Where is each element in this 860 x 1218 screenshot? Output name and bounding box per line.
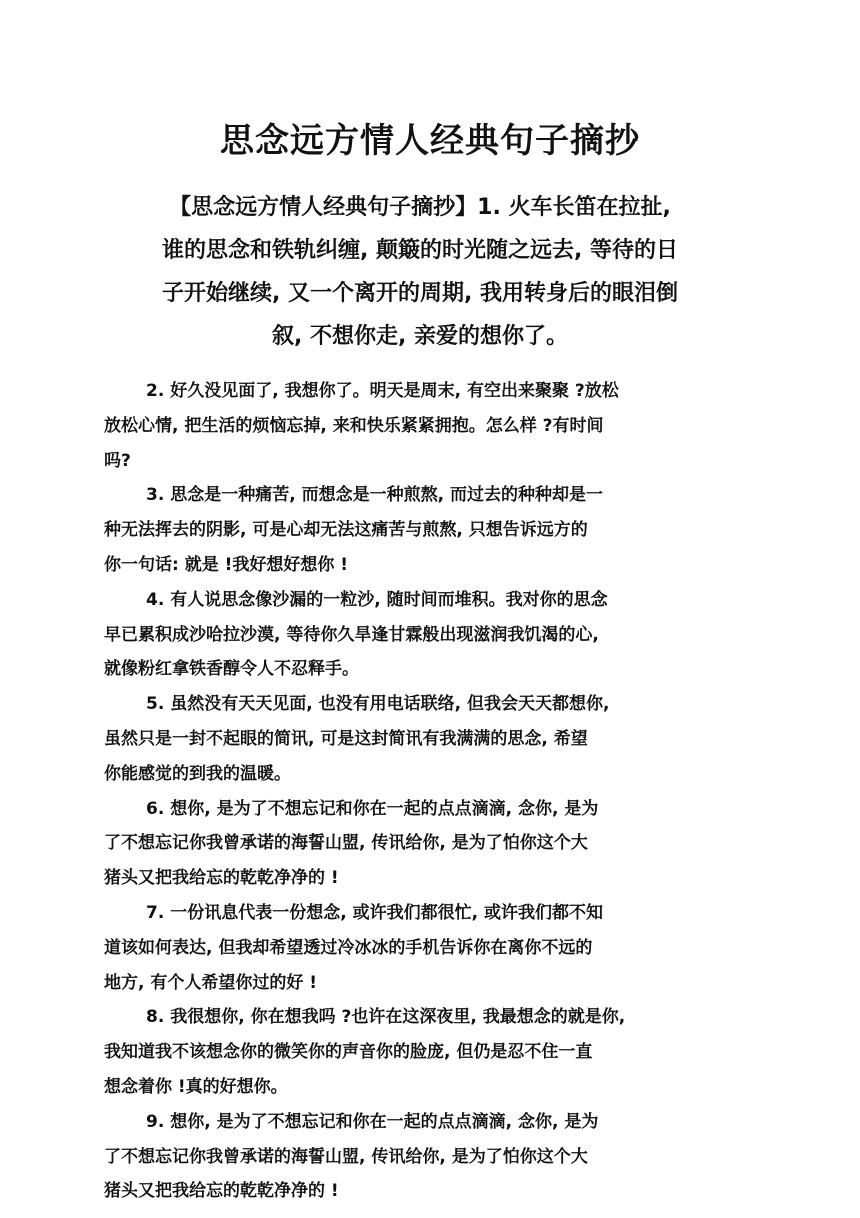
intro-paragraph bbox=[100, 186, 740, 358]
document-title: 思念远方情人经典句子摘抄 bbox=[220, 121, 640, 161]
quote-paragraph-6 bbox=[104, 792, 714, 896]
paragraph-line: 7. 一份讯息代表一份想念, 或许我们都很忙, 或许我们都不知 bbox=[146, 902, 603, 923]
paragraph-line: 你一句话: 就是 !我好想好想你 ! bbox=[104, 554, 349, 575]
paragraph-line: 5. 虽然没有天天见面, 也没有用电话联络, 但我会天天都想你, bbox=[146, 694, 610, 715]
intro-line: 谁的思念和铁轨纠缠, 颠簸的时光随之远去, 等待的日 bbox=[161, 238, 679, 263]
paragraph-line: 3. 思念是一种痛苦, 而想念是一种煎熬, 而过去的种种却是一 bbox=[146, 485, 603, 506]
paragraph-line: 猪头又把我给忘的乾乾净净的 ! bbox=[104, 868, 339, 889]
paragraph-line: 2. 好久没见面了, 我想你了。明天是周末, 有空出来聚聚 ?放松 bbox=[146, 381, 619, 401]
quote-paragraph-4 bbox=[104, 583, 714, 687]
quote-paragraph-8 bbox=[104, 1000, 714, 1104]
paragraph-line: 吗? bbox=[104, 450, 131, 471]
paragraph-line: 地方, 有个人希望你过的好 ! bbox=[104, 972, 318, 993]
paragraph-line: 种无法挥去的阴影, 可是心却无法这痛苦与煎熬, 只想告诉远方的 bbox=[104, 520, 588, 541]
paragraph-line: 放松心情, 把生活的烦恼忘掉, 来和快乐紧紧拥抱。怎么样 ?有时间 bbox=[104, 415, 604, 436]
quote-paragraph-7 bbox=[104, 896, 714, 1000]
intro-line: 【思念远方情人经典句子摘抄】1. 火车长笛在拉扯, bbox=[169, 195, 671, 220]
quote-paragraph-5 bbox=[104, 687, 714, 791]
paragraph-line: 你能感觉的到我的温暖。 bbox=[104, 763, 291, 784]
paragraph-line: 想念着你 !真的好想你。 bbox=[104, 1076, 288, 1097]
paragraph-line: 9. 想你, 是为了不想忘记和你在一起的点点滴滴, 念你, 是为 bbox=[146, 1111, 599, 1132]
paragraph-line: 6. 想你, 是为了不想忘记和你在一起的点点滴滴, 念你, 是为 bbox=[146, 798, 599, 819]
paragraph-line: 8. 我很想你, 你在想我吗 ?也许在这深夜里, 我最想念的就是你, bbox=[146, 1007, 626, 1028]
paragraph-line: 道该如何表达, 但我却希望透过冷冰冰的手机告诉你在离你不远的 bbox=[104, 937, 593, 958]
paragraph-line: 我知道我不该想念你的微笑你的声音你的脸庞, 但仍是忍不住一直 bbox=[104, 1042, 593, 1063]
quote-paragraph-9 bbox=[104, 1105, 714, 1209]
paragraph-line: 虽然只是一封不起眼的简讯, 可是这封简讯有我满满的思念, 希望 bbox=[104, 728, 588, 749]
paragraph-line: 就像粉红拿铁香醇令人不忍释手。 bbox=[104, 659, 359, 680]
paragraph-line: 猪头又把我给忘的乾乾净净的 ! bbox=[104, 1181, 339, 1202]
paragraph-line: 了不想忘记你我曾承诺的海誓山盟, 传讯给你, 是为了怕你这个大 bbox=[104, 833, 588, 854]
paragraph-line: 了不想忘记你我曾承诺的海誓山盟, 传讯给你, 是为了怕你这个大 bbox=[104, 1146, 588, 1167]
quote-paragraph-2 bbox=[104, 374, 714, 478]
paragraph-line: 早已累积成沙哈拉沙漠, 等待你久旱逢甘霖般出现滋润我饥渴的心, bbox=[104, 624, 599, 645]
paragraph-line: 4. 有人说思念像沙漏的一粒沙, 随时间而堆积。我对你的思念 bbox=[146, 589, 608, 610]
quote-paragraph-3 bbox=[104, 478, 714, 582]
intro-line: 叙, 不想你走, 亲爱的想你了。 bbox=[271, 324, 569, 349]
document-body bbox=[104, 374, 714, 1209]
intro-line: 子开始继续, 又一个离开的周期, 我用转身后的眼泪倒 bbox=[161, 281, 679, 306]
